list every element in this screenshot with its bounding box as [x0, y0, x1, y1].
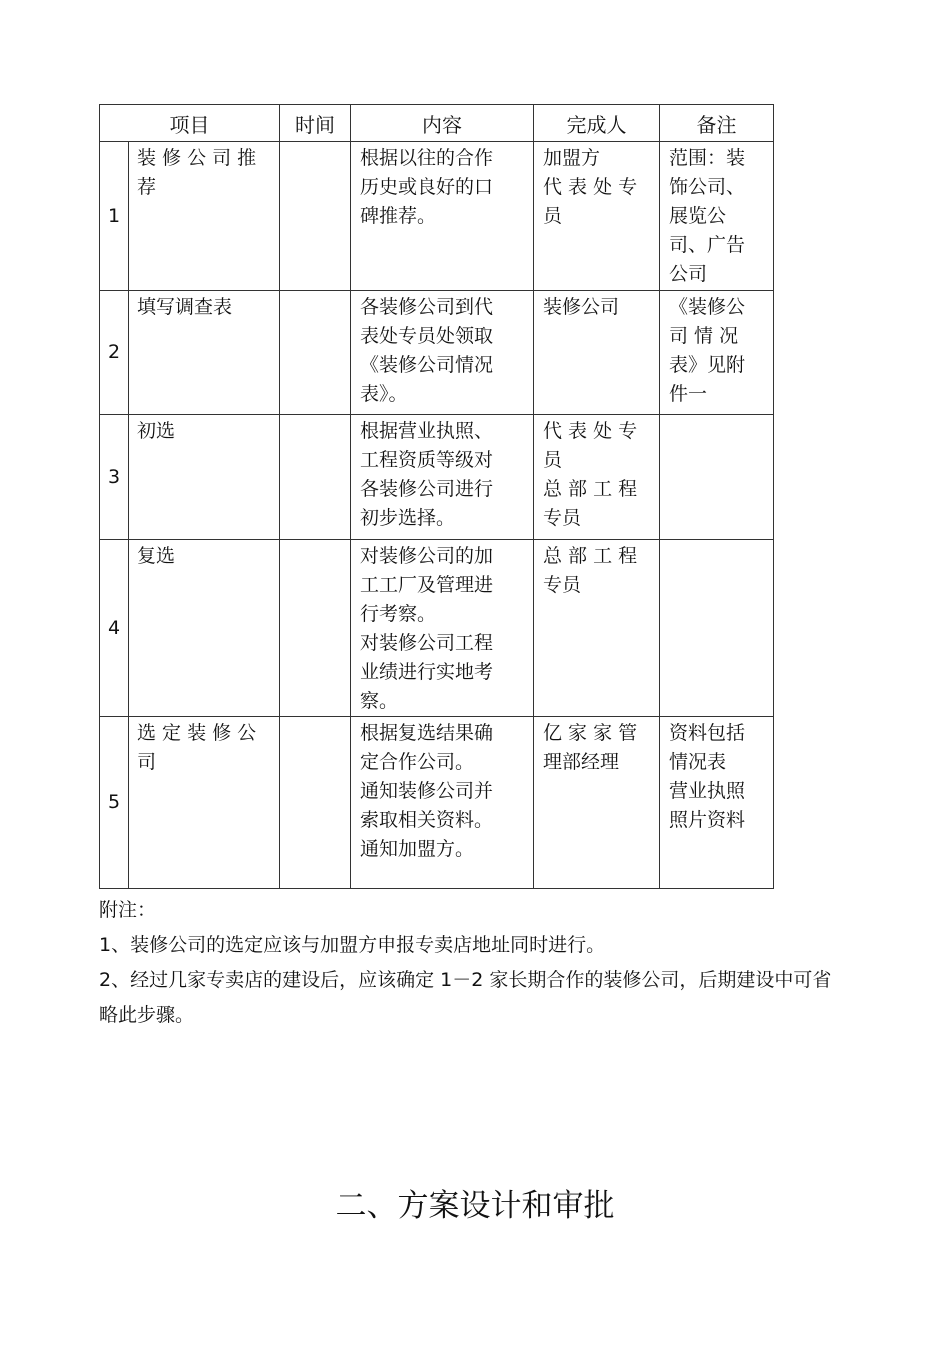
- row-content: 对装修公司的加 工工厂及管理进 行考察。 对装修公司工程 业绩进行实地考 察。: [360, 545, 494, 712]
- row-item: 初选: [137, 420, 176, 442]
- row-person: 加盟方 代 表 处 专 员: [543, 147, 638, 227]
- row-note: 资料包括 情况表 营业执照 照片资料: [669, 722, 746, 831]
- table-row: [100, 142, 774, 291]
- row-person: 代 表 处 专 员 总 部 工 程 专员: [543, 420, 638, 529]
- row-note: 《装修公 司 情 况 表》见附 件一: [669, 296, 746, 405]
- row-item: 装 修 公 司 推 荐: [137, 147, 257, 198]
- table-row: [100, 415, 774, 540]
- section-title: 二、方案设计和审批: [335, 1188, 615, 1224]
- table-row: [100, 540, 774, 717]
- row-note: 范围：装 饰公司、 展览公 司、广告 公司: [669, 147, 746, 285]
- row-content: 根据复选结果确 定合作公司。 通知装修公司并 索取相关资料。 通知加盟方。: [360, 722, 494, 860]
- header-note: 备注: [660, 105, 774, 142]
- row-time: [280, 291, 350, 293]
- row-number: 2: [100, 291, 129, 415]
- row-item: 选 定 装 修 公 司: [137, 722, 257, 773]
- row-note: [660, 415, 773, 417]
- row-number: 4: [100, 540, 129, 717]
- row-item: 填写调查表: [137, 296, 233, 318]
- row-number: 3: [100, 415, 129, 540]
- notes-heading: 附注：: [99, 899, 157, 921]
- header-person: 完成人: [534, 105, 660, 142]
- row-time: [280, 717, 350, 719]
- row-time: [280, 142, 350, 144]
- table-header-row: [100, 105, 774, 142]
- row-content: 根据营业执照、 工程资质等级对 各装修公司进行 初步选择。: [360, 420, 494, 529]
- table-row: [100, 717, 774, 889]
- header-content: 内容: [351, 105, 534, 142]
- row-item: 复选: [137, 545, 176, 567]
- row-content: 根据以往的合作 历史或良好的口 碑推荐。: [360, 147, 494, 227]
- project-table: [99, 104, 774, 889]
- note-item: 2、经过几家专卖店的建设后，应该确定 1－2 家长期合作的装修公司，后期建设中可省略此步骤。: [99, 969, 832, 1026]
- table-row: [100, 291, 774, 415]
- row-person: 总 部 工 程 专员: [543, 545, 638, 596]
- row-person: 亿 家 家 管 理部经理: [543, 722, 638, 773]
- row-number: 5: [100, 717, 129, 889]
- row-time: [280, 415, 350, 417]
- row-note: [660, 540, 773, 542]
- header-item: 项目: [100, 105, 280, 142]
- row-time: [280, 540, 350, 542]
- header-time: 时间: [280, 105, 351, 142]
- note-item: 1、装修公司的选定应该与加盟方申报专卖店地址同时进行。: [99, 934, 606, 956]
- row-number: 1: [100, 142, 129, 291]
- notes-section: [99, 893, 844, 1033]
- row-person: 装修公司: [543, 296, 620, 318]
- row-content: 各装修公司到代 表处专员处领取 《装修公司情况 表》。: [360, 296, 494, 405]
